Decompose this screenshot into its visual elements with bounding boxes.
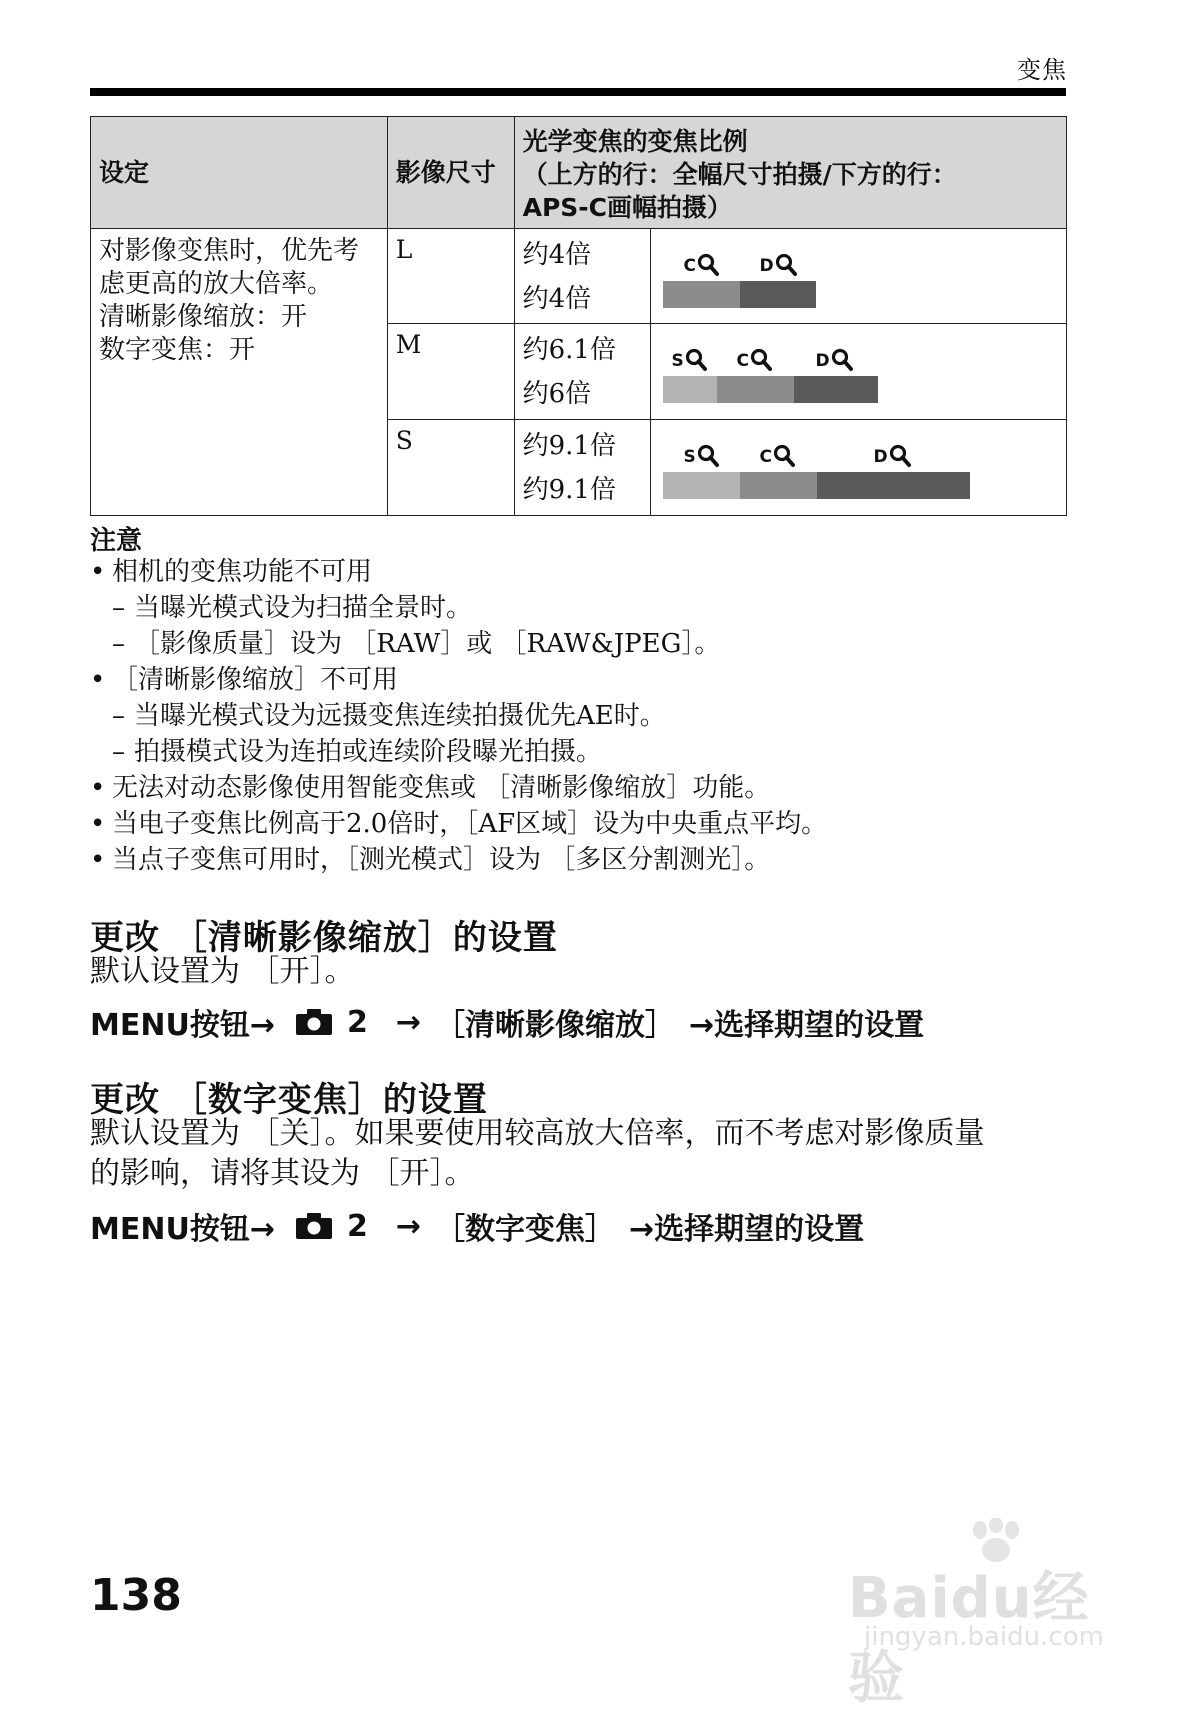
digital-zoom-icon: D [759,247,796,277]
menu-suffix: →选择期望的设置 [628,1212,865,1247]
zoom-range-cell [651,324,1067,420]
clear-zoom-bar [717,376,794,403]
camera-icon [295,1008,333,1036]
menu-page: 2 [346,1208,368,1244]
menu-prefix: MENU按钮→ [90,1008,275,1043]
clear-zoom-bar [740,472,817,499]
note-text: 当点子变焦可用时，［测光模式］设为 ［多区分割测光］。 [112,845,771,875]
menu-item: ［清晰影像缩放］ [434,1008,675,1043]
size-cell: S [387,420,514,516]
digital-zoom-icon: D [815,342,852,372]
bullet-marker: • [90,557,106,587]
zoom-table [90,116,1067,516]
text-line: 默认设置为 ［关］。如果要使用较高放大倍率，而不考虑对影像质量 [90,1116,985,1151]
header-ratio [514,117,1066,229]
setting-line: 数字变焦：开 [99,335,256,365]
digital-zoom-menu-path [90,1204,864,1248]
digital-zoom-section-title: 更改 ［数字变焦］的设置 [90,1080,488,1120]
zoom-icons [651,342,1066,372]
smart-zoom-bar [663,376,717,403]
digital-zoom-bar [740,281,816,308]
header-ratio-line: （上方的行：全幅尺寸拍摄/下方的行： [522,160,957,189]
digital-zoom-icon: D [873,438,910,468]
note-text: ［影像质量］设为 ［RAW］或 ［RAW&JPEG］。 [134,629,721,659]
ratio-full: 约9.1倍 [522,431,616,461]
setting-line: 对影像变焦时，优先考 [99,236,360,266]
clear-zoom-section-title: 更改 ［清晰影像缩放］的设置 [90,918,558,958]
note-text: ［清晰影像缩放］不可用 [112,665,399,695]
ratio-full: 约6.1倍 [522,335,616,365]
dash-marker: – [112,737,125,767]
zoom-icons [651,438,1066,468]
menu-arrow: → [395,1004,421,1040]
notes-list [90,554,1050,878]
zoom-range-cell [651,229,1067,324]
magnifier-icon [831,348,853,372]
setting-line: 清晰影像缩放：开 [99,302,308,332]
ratio-cell [514,420,651,516]
magnifier-icon [697,444,719,468]
note-text: 相机的变焦功能不可用 [112,557,373,587]
note-text: 当电子变焦比例高于2.0倍时，［AF区域］设为中央重点平均。 [112,809,828,839]
digital-zoom-default-text [90,1114,1080,1194]
clear-zoom-default-text: 默认设置为 ［开］。 [90,954,355,989]
bullet-marker: • [90,845,106,875]
magnifier-icon [773,444,795,468]
smart-zoom-bar [663,472,740,499]
clear-zoom-bar [663,281,740,308]
header-ratio-line: APS-C画幅拍摄） [522,193,732,222]
ratio-apsc: 约9.1倍 [522,475,616,505]
header-rule [90,88,1066,96]
ratio-cell [514,324,651,420]
running-head: 变焦 [1017,56,1067,84]
note-bullet-item [90,770,1050,806]
digital-zoom-bar [794,376,878,403]
size-cell: M [387,324,514,420]
magnifier-icon [685,348,707,372]
setting-line: 虑更高的放大倍率。 [99,269,334,299]
magnifier-icon [889,444,911,468]
menu-arrow: → [395,1208,421,1244]
note-bullet-item [90,806,1050,842]
clear-zoom-icon: C [759,438,794,468]
note-bullet-item [90,554,1050,590]
watermark-url: jingyan.baidu.com [864,1622,1104,1652]
note-text: 当曝光模式设为远摄变焦连续拍摄优先AE时。 [134,701,666,731]
zoom-range-cell [651,420,1067,516]
size-cell: L [387,229,514,324]
note-bullet-item [90,662,1050,698]
table-header-row [91,117,1067,229]
page-number: 138 [90,1570,182,1621]
zoom-icons [651,247,1066,277]
camera-icon [295,1212,333,1240]
text-line: 的影响，请将其设为 ［开］。 [90,1156,475,1191]
menu-prefix: MENU按钮→ [90,1212,275,1247]
note-text: 拍摄模式设为连拍或连续阶段曝光拍摄。 [134,737,603,767]
note-bullet-item [90,842,1050,878]
dash-marker: – [112,701,125,731]
magnifier-icon [775,253,797,277]
bullet-marker: • [90,809,106,839]
note-sub-item [90,590,1050,626]
header-image-size: 影像尺寸 [387,117,514,229]
bullet-marker: • [90,665,106,695]
menu-suffix: →选择期望的设置 [688,1008,925,1043]
notes-title: 注意 [90,526,143,556]
dash-marker: – [112,629,125,659]
ratio-apsc: 约4倍 [522,284,592,314]
smart-zoom-icon: S [671,342,706,372]
dash-marker: – [112,593,125,623]
header-ratio-line: 光学变焦的变焦比例 [522,127,748,156]
note-sub-item [90,734,1050,770]
note-sub-item [90,626,1050,662]
menu-page: 2 [346,1004,368,1040]
smart-zoom-icon: S [683,438,718,468]
magnifier-icon [750,348,772,372]
note-sub-item [90,698,1050,734]
note-text: 无法对动态影像使用智能变焦或 ［清晰影像缩放］功能。 [112,773,771,803]
bullet-marker: • [90,773,106,803]
note-text: 当曝光模式设为扫描全景时。 [134,593,473,623]
menu-item: ［数字变焦］ [434,1212,615,1247]
clear-zoom-icon: C [736,342,771,372]
digital-zoom-bar [817,472,970,499]
watermark [848,1518,1138,1711]
table-row [91,229,1067,324]
clear-zoom-menu-path [90,1000,924,1044]
ratio-full: 约4倍 [522,240,592,270]
magnifier-icon [697,253,719,277]
watermark-brand: Baidu经验 [848,1566,1090,1711]
ratio-apsc: 约6倍 [522,379,592,409]
header-setting: 设定 [91,117,388,229]
clear-zoom-icon: C [683,247,718,277]
setting-cell [91,229,388,516]
ratio-cell [514,229,651,324]
